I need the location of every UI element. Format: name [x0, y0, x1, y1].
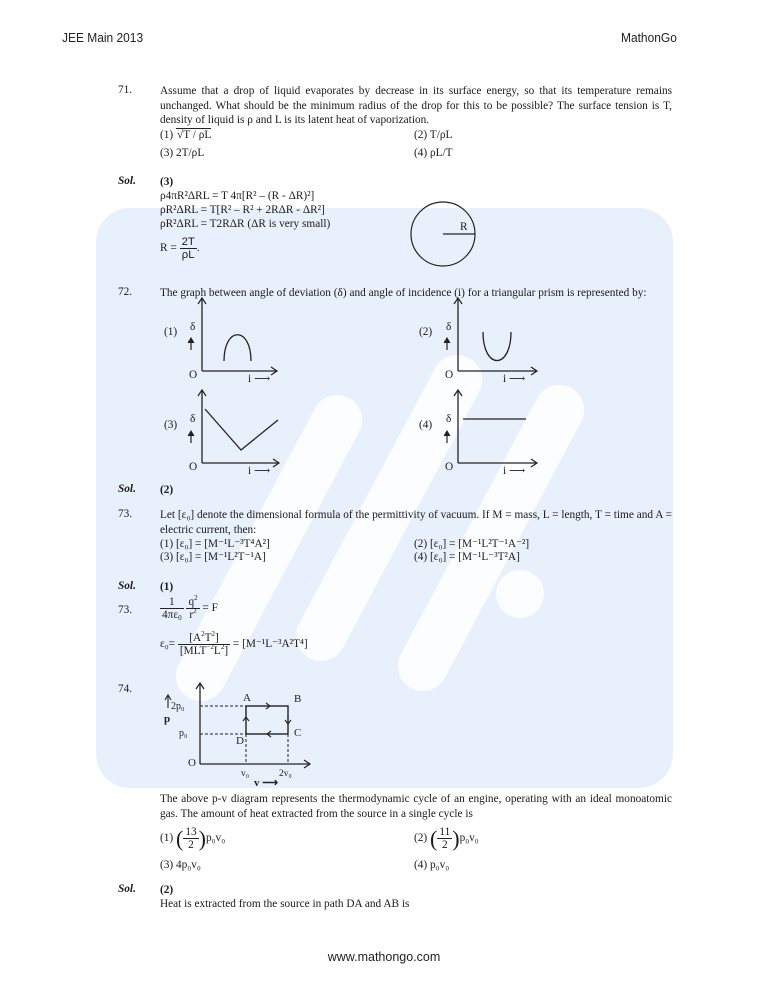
solution-label: Sol. [118, 175, 136, 187]
axis-y-label: δ [446, 413, 452, 425]
question-text: Assume that a drop of liquid evaporates by decrease in its surface energy, so that its temperature remains unchanged. What should be the minimum radius of the drop for this to be possible? The surface tension is T, density of liquid is ρ and L is its latent heat of vaporization. [160, 85, 672, 126]
equation-rhs: = F [202, 602, 218, 615]
fraction: $\frac{[A^2T^2]}{[MLT^{-2}L^2]}$ [179, 630, 229, 657]
svg-text:A: A [243, 692, 251, 704]
solution-step: ρR²ΔRL = T[R² – R² + 2RΔR - ΔR²] [160, 204, 325, 216]
origin-label: O [445, 369, 454, 381]
option-1 [160, 128, 211, 143]
option-1: (1) ( $\frac{13}{2}$ )p₀v₀ [160, 826, 226, 851]
origin-label: O [189, 461, 198, 473]
permittivity-equation [160, 632, 308, 657]
pv-diagram [160, 680, 320, 789]
fraction: $\frac{q^2}{r^2}$ [188, 594, 198, 621]
graph-label: (1) [164, 326, 178, 338]
solution-text: Heat is extracted from the source in path DA and AB is [160, 898, 410, 910]
svg-text:B: B [294, 693, 302, 705]
question-text: The above p-v diagram represents the thermodynamic cycle of an engine, operating with an ideal monoatomic gas. The amount of heat extracted from the source in a single cycle is [160, 793, 672, 820]
question-text: Let [ε₀] denote the dimensional formula of the permittivity of vacuum. If M = mass, L = length, T = time and A = electric current, then: [160, 509, 672, 536]
axis-y-label: δ [190, 413, 196, 425]
axis-x-label: i ⟶ [503, 465, 526, 477]
axis-x-label: i ⟶ [248, 373, 271, 385]
solution-label: Sol. [118, 483, 136, 495]
question-number: 73. [118, 508, 133, 520]
result-lhs: R = [160, 242, 180, 255]
question-number: 72. [118, 286, 133, 298]
svg-text:v ⟶: v ⟶ [254, 777, 279, 789]
graph-label: (4) [419, 419, 433, 431]
axis-y-label: δ [190, 321, 196, 333]
result-tail: . [196, 242, 200, 255]
solution-answer: (3) [160, 176, 174, 188]
equation-lhs: ε₀= [160, 638, 176, 651]
denominator: ρL [181, 249, 195, 261]
option-label: (1) [160, 129, 174, 141]
svg-text:p₀: p₀ [179, 728, 188, 739]
origin-label: O [445, 461, 454, 473]
option-3: (3) [ε₀] = [M⁻¹L²T⁻¹A] [160, 551, 266, 563]
axis-x-label: i ⟶ [503, 373, 526, 385]
solution-label: Sol. [118, 580, 136, 592]
option-label: (1) [160, 832, 174, 845]
graph-1-inverted-parabola [185, 298, 285, 378]
option-4: (4) p₀v₀ [414, 859, 450, 871]
graph-label: (2) [419, 326, 433, 338]
equation-rhs: = [M⁻¹L⁻³A²T⁴] [232, 638, 308, 651]
fraction: $\frac{11}{2}$ [439, 826, 451, 851]
radius-label: R [460, 221, 468, 233]
drop-circle-figure [410, 201, 480, 271]
graph-3-v-shape [185, 390, 285, 470]
option-4: (4) [ε₀] = [M⁻¹L⁻³T²A] [414, 551, 520, 563]
svg-text:p: p [164, 713, 171, 725]
header-exam-title: JEE Main 2013 [62, 30, 144, 45]
graph-label: (3) [164, 419, 178, 431]
solution-answer: (1) [160, 581, 174, 593]
solution-step: ρR²ΔRL = T2RΔR (ΔR is very small) [160, 218, 331, 230]
option-label: (2) [414, 832, 428, 845]
option-4: (4) ρL/T [414, 147, 453, 159]
watermark-dot [496, 570, 544, 618]
header-brand: MathonGo [621, 30, 677, 45]
solution-result [160, 236, 200, 261]
option-2: (2) [ε₀] = [M⁻¹L²T⁻¹A⁻²] [414, 538, 530, 550]
option-value: p₀v₀ [205, 832, 226, 845]
svg-text:O: O [188, 757, 196, 769]
graph-4-horizontal-line [441, 390, 541, 470]
solution-step: ρ4πR²ΔRL = T 4π[R² – (R - ΔR)²] [160, 190, 315, 202]
origin-label: O [189, 369, 198, 381]
solution-number: 73. [118, 604, 133, 616]
svg-text:2p₀: 2p₀ [171, 701, 185, 712]
option-value: p₀v₀ [459, 832, 479, 845]
fraction: $\frac{1}{4\pi\varepsilon_0}$ [162, 596, 182, 622]
svg-text:2v₀: 2v₀ [279, 769, 292, 779]
option-3: (3) 2T/ρL [160, 147, 205, 159]
axis-y-label: δ [446, 321, 452, 333]
svg-text:v₀: v₀ [241, 769, 250, 779]
solution-answer: (2) [160, 884, 174, 896]
question-number: 71. [118, 84, 133, 96]
fraction [180, 236, 197, 261]
svg-text:C: C [294, 727, 302, 739]
coulomb-equation [160, 596, 218, 621]
graph-2-parabola [441, 298, 541, 378]
option-3: (3) 4p₀v₀ [160, 859, 201, 871]
solution-label: Sol. [118, 883, 136, 895]
question-text: The graph between angle of deviation (δ) and angle of incidence (i) for a triangular prism is represented by: [160, 287, 647, 299]
solution-answer: (2) [160, 484, 174, 496]
footer-url: www.mathongo.com [327, 950, 441, 964]
option-value: √T / ρL [177, 129, 212, 141]
option-2: (2) ( $\frac{11}{2}$ )p₀v₀ [414, 826, 479, 851]
option-2: (2) T/ρL [414, 129, 453, 141]
numerator: 2T [181, 236, 195, 248]
option-1: (1) [ε₀] = [M⁻¹L⁻³T⁴A²] [160, 538, 270, 550]
axis-x-label: i ⟶ [248, 465, 271, 477]
fraction: $\frac{13}{2}$ [185, 826, 197, 851]
question-number: 74. [118, 683, 133, 695]
svg-text:D: D [236, 735, 244, 747]
